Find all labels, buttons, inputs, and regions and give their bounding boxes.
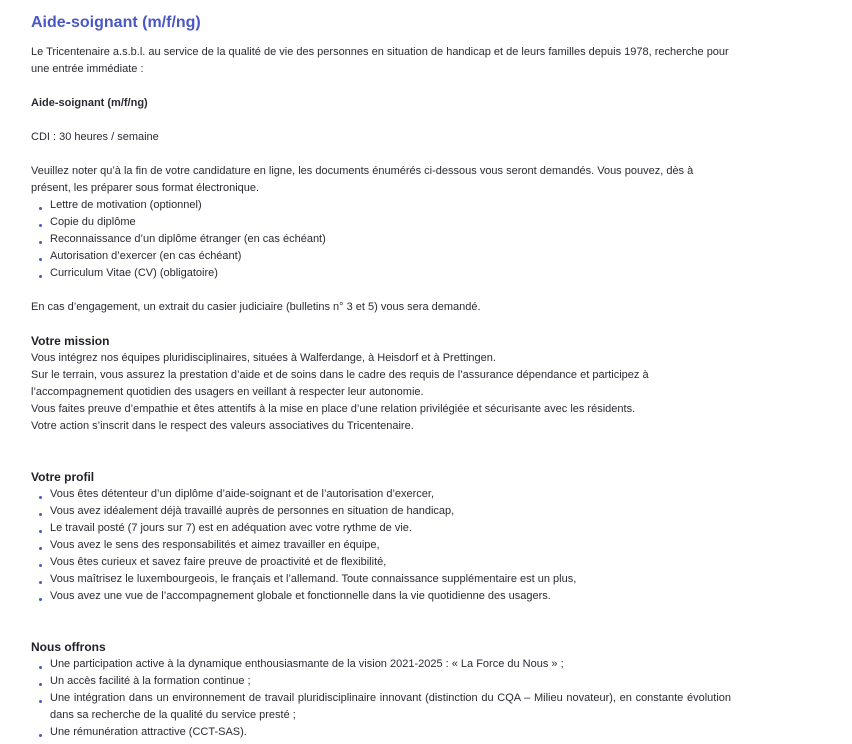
contract-text: CDI : 30 heures / semaine (31, 131, 159, 143)
list-item: Le travail posté (7 jours sur 7) est en adéquation avec votre rythme de vie. (31, 520, 731, 537)
page-title: Aide-soignant (m/f/ng) (31, 14, 201, 31)
offer-list (31, 656, 731, 741)
list-item: Une rémunération attractive (CCT-SAS). (31, 724, 731, 741)
job-title: Aide-soignant (m/f/ng) (31, 97, 148, 109)
mission-line: Votre action s’inscrit dans le respect des valeurs associatives du Tricentenaire. (31, 420, 414, 432)
documents-list (31, 197, 731, 282)
list-item: Vous avez une vue de l’accompagnement globale et fonctionnelle dans la vie quotidienne des usagers. (31, 588, 731, 605)
mission-line: Vous faites preuve d’empathie et êtes attentifs à la mise en place d’une relation privilégiée et sécurisante avec les résidents. (31, 403, 636, 415)
mission-heading: Votre mission (31, 334, 110, 348)
list-item: Reconnaissance d’un diplôme étranger (en cas échéant) (31, 231, 731, 248)
offer-heading: Nous offrons (31, 640, 106, 654)
list-item: Vous avez idéalement déjà travaillé auprès de personnes en situation de handicap, (31, 503, 731, 520)
list-item: Vous maîtrisez le luxembourgeois, le français et l’allemand. Toute connaissance supplémentaire est un plus, (31, 571, 731, 588)
mission-line: Sur le terrain, vous assurez la prestation d’aide et de soins dans le cadre des requis de l’assurance dépendance et participez à l’accompagnement quotidien des usagers en veillant à respecter leur autonomie. (31, 369, 649, 398)
list-item: Curriculum Vitae (CV) (obligatoire) (31, 265, 731, 282)
list-item: Une participation active à la dynamique enthousiasmante de la vision 2021-2025 : « La Force du Nous » ; (31, 656, 731, 673)
mission-line: Vous intégrez nos équipes pluridisciplinaires, situées à Walferdange, à Heisdorf et à Prettingen. (31, 352, 496, 364)
list-item: Une intégration dans un environnement de travail pluridisciplinaire innovant (distinction du CQA – Milieu novateur), en constante évolution dans sa recherche de la qualité du service presté ; (31, 690, 731, 724)
list-item: Autorisation d’exercer (en cas échéant) (31, 248, 731, 265)
criminal-record-note: En cas d’engagement, un extrait du casier judiciaire (bulletins n° 3 et 5) vous sera demandé. (31, 301, 481, 313)
list-item: Un accès facilité à la formation continue ; (31, 673, 731, 690)
list-item: Lettre de motivation (optionnel) (31, 197, 731, 214)
profile-list (31, 486, 731, 605)
list-item: Vous êtes détenteur d’un diplôme d’aide-soignant et de l’autorisation d’exercer, (31, 486, 731, 503)
intro-text: Le Tricentenaire a.s.b.l. au service de la qualité de vie des personnes en situation de handicap et de leurs familles depuis 1978, recherche pour une entrée immédiate : (31, 46, 729, 75)
documents-note: Veuillez noter qu’à la fin de votre candidature en ligne, les documents énumérés ci-dessous vous seront demandés. Vous pouvez, dès à présent, les préparer sous format électronique. (31, 165, 694, 194)
list-item: Vous avez le sens des responsabilités et aimez travailler en équipe, (31, 537, 731, 554)
list-item: Vous êtes curieux et savez faire preuve de proactivité et de flexibilité, (31, 554, 731, 571)
profile-heading: Votre profil (31, 470, 95, 484)
list-item: Copie du diplôme (31, 214, 731, 231)
